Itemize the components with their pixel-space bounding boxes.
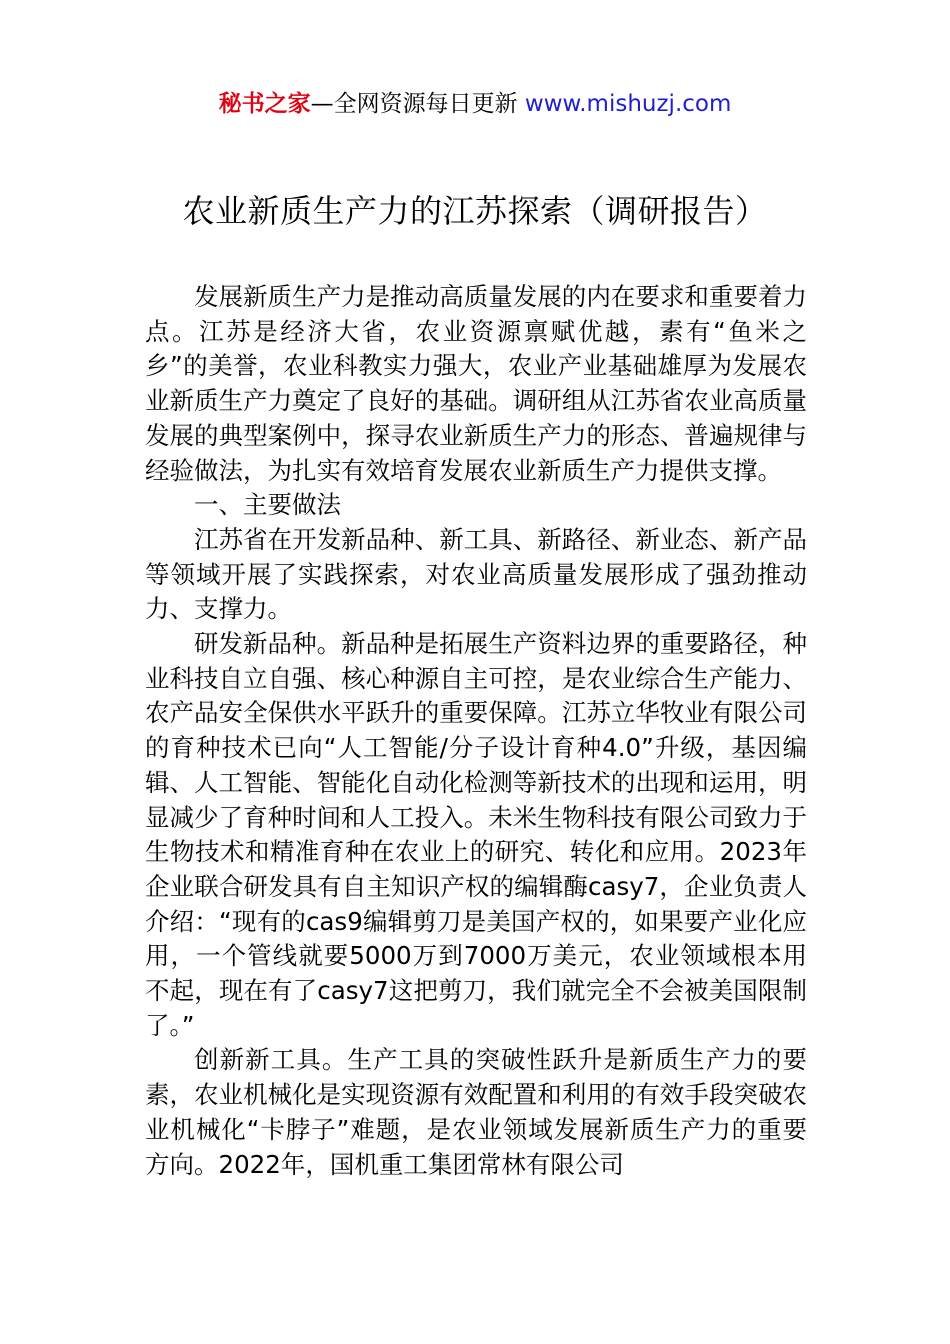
document-title: 农业新质生产力的江苏探索（调研报告） bbox=[182, 192, 768, 230]
brand-name: 秘书之家 bbox=[218, 91, 311, 117]
section-heading: 一、主要做法 bbox=[194, 490, 341, 520]
paragraph-intro: 发展新质生产力是推动高质量发展的内在要求和重要着力点。江苏是经济大省，农业资源禀赋优越，素有“鱼米之乡”的美誉，农业科教实力强大，农业产业基础雄厚为发展农业新质生产力奠定了良好的基础。调研组从江苏省农业高质量发展的典型案例中，探寻农业新质生产力的形态、普遍规律与经验做法，为扎实有效培育发展农业新质生产力提供支撑。 bbox=[145, 282, 807, 485]
header-slogan: —全网资源每日更新 bbox=[310, 91, 518, 117]
paragraph-overview: 江苏省在开发新品种、新工具、新路径、新业态、新产品等领域开展了实践探索，对农业高质量发展形成了强劲推动力、支撑力。 bbox=[145, 524, 807, 624]
site-url-link[interactable]: www.mishuzj.com bbox=[524, 91, 732, 117]
site-header bbox=[0, 88, 950, 120]
document-body bbox=[145, 280, 807, 1182]
paragraph-new-tools: 创新新工具。生产工具的突破性跃升是新质生产力的要素，农业机械化是实现资源有效配置和利用的有效手段突破农业机械化“卡脖子”难题，是农业领域发展新质生产力的重要方向。2022年，国机重工集团常林有限公司 bbox=[145, 1045, 807, 1179]
paragraph-new-varieties: 研发新品种。新品种是拓展生产资料边界的重要路径，种业科技自立自强、核心种源自主可控，是农业综合生产能力、农产品安全保供水平跃升的重要保障。江苏立华牧业有限公司的育种技术已向“人工智能/分子设计育种4.0”升级，基因编辑、人工智能、智能化自动化检测等新技术的出现和运用，明显减少了育种时间和人工投入。未米生物科技有限公司致力于生物技术和精准育种在农业上的研究、转化和应用。2023年企业联合研发具有自主知识产权的编辑酶casy7，企业负责人介绍：“现有的cas9编辑剪刀是美国产权的，如果要产业化应用，一个管线就要5000万到7000万美元，农业领域根本用不起，现在有了casy7这把剪刀，我们就完全不会被美国限制了。” bbox=[145, 629, 807, 1040]
